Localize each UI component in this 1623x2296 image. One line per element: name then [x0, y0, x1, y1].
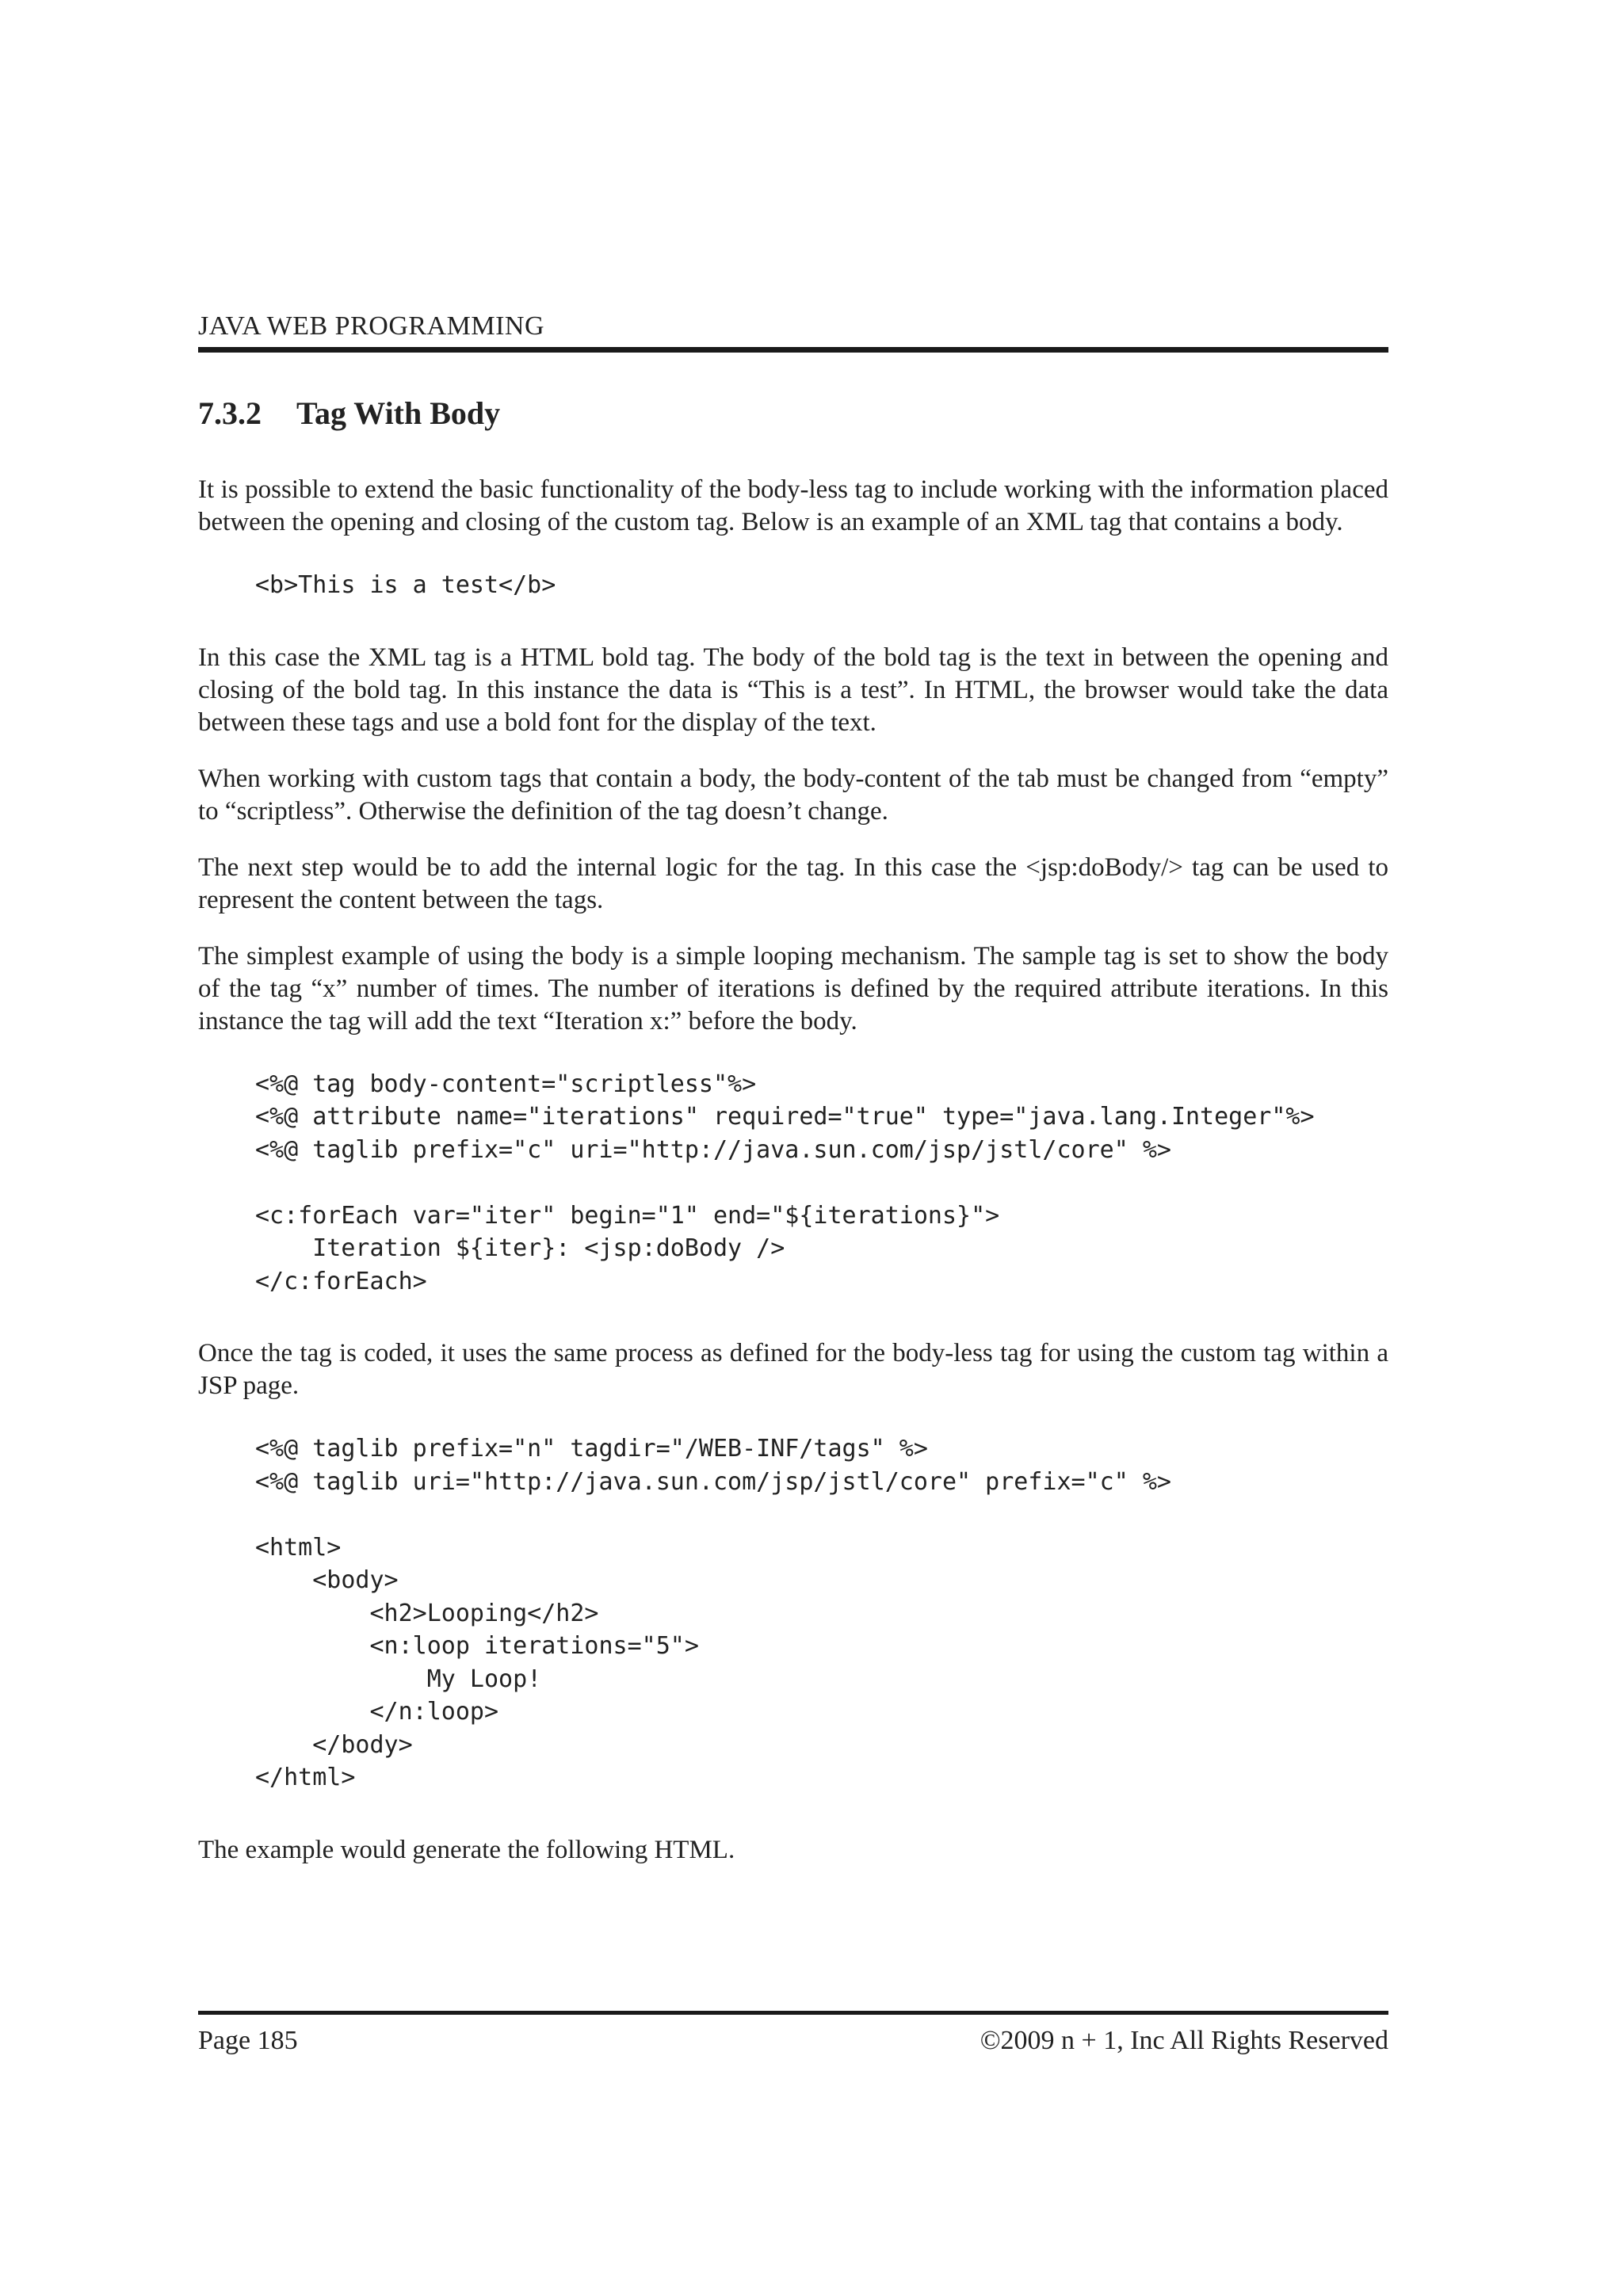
section-number: 7.3.2: [198, 395, 262, 431]
code-block-jsp-page: <%@ taglib prefix="n" tagdir="/WEB-INF/tags" %> <%@ taglib uri="http://java.sun.com/jsp/jstl/core" prefix="c" %> <html> <body> <h2>Looping</h2> <n:loop iterations="5"> My Loop! </n:loop> </body> </html>: [255, 1435, 1171, 1791]
paragraph-body-content: When working with custom tags that contain a body, the body-content of the tab must be changed from “empty” to “scriptless”. Otherwise the definition of the tag doesn’t change.: [198, 764, 1388, 826]
page-number: Page 185: [198, 2026, 298, 2055]
paragraph-usage: Once the tag is coded, it uses the same process as defined for the body-less tag for using the custom tag within a JSP page.: [198, 1339, 1388, 1400]
header-rule: [198, 347, 1388, 353]
paragraph-bold-explanation: In this case the XML tag is a HTML bold tag. The body of the bold tag is the text in between the opening and closing of the bold tag. In this instance the data is “This is a test”. In HTML, the browser would take the data between these tags and use a bold font for the display of the text.: [198, 643, 1388, 737]
running-header: JAVA WEB PROGRAMMING: [198, 311, 544, 341]
page-footer: [198, 2025, 1388, 2057]
paragraph-intro: It is possible to extend the basic functionality of the body-less tag to include working with the information placed between the opening and closing of the custom tag. Below is an example of an XML tag that contains a body.: [198, 475, 1388, 536]
code-block-tag-definition: <%@ tag body-content="scriptless"%> <%@ attribute name="iterations" required="true" type="java.lang.Integer"%> <%@ taglib prefix="c" uri="http://java.sun.com/jsp/jstl/core" %> <c:forEach var="iter" begin="1" end="${iterations}"> Iteration ${iter}: <jsp:doBody /> </c:forEach>: [255, 1070, 1315, 1295]
document-page: [198, 0, 1388, 2296]
paragraph-internal-logic: The next step would be to add the internal logic for the tag. In this case the <jsp:doBody/> tag can be used to represent the content between the tags.: [198, 852, 1388, 914]
paragraph-generated-html: The example would generate the following HTML.: [198, 1835, 735, 1864]
footer-rule: [198, 2011, 1388, 2015]
section-title: Tag With Body: [296, 395, 501, 431]
section-heading: [198, 393, 500, 434]
code-block-bold-example: <b>This is a test</b>: [255, 571, 556, 599]
copyright-notice: ©2009 n + 1, Inc All Rights Reserved: [980, 2026, 1388, 2055]
paragraph-looping: The simplest example of using the body is a simple looping mechanism. The sample tag is set to show the body of the tag “x” number of times. The number of iterations is defined by the required attribute iterations. In this instance the tag will add the text “Iteration x:” before the body.: [198, 941, 1388, 1035]
main-content: [198, 474, 1388, 1890]
